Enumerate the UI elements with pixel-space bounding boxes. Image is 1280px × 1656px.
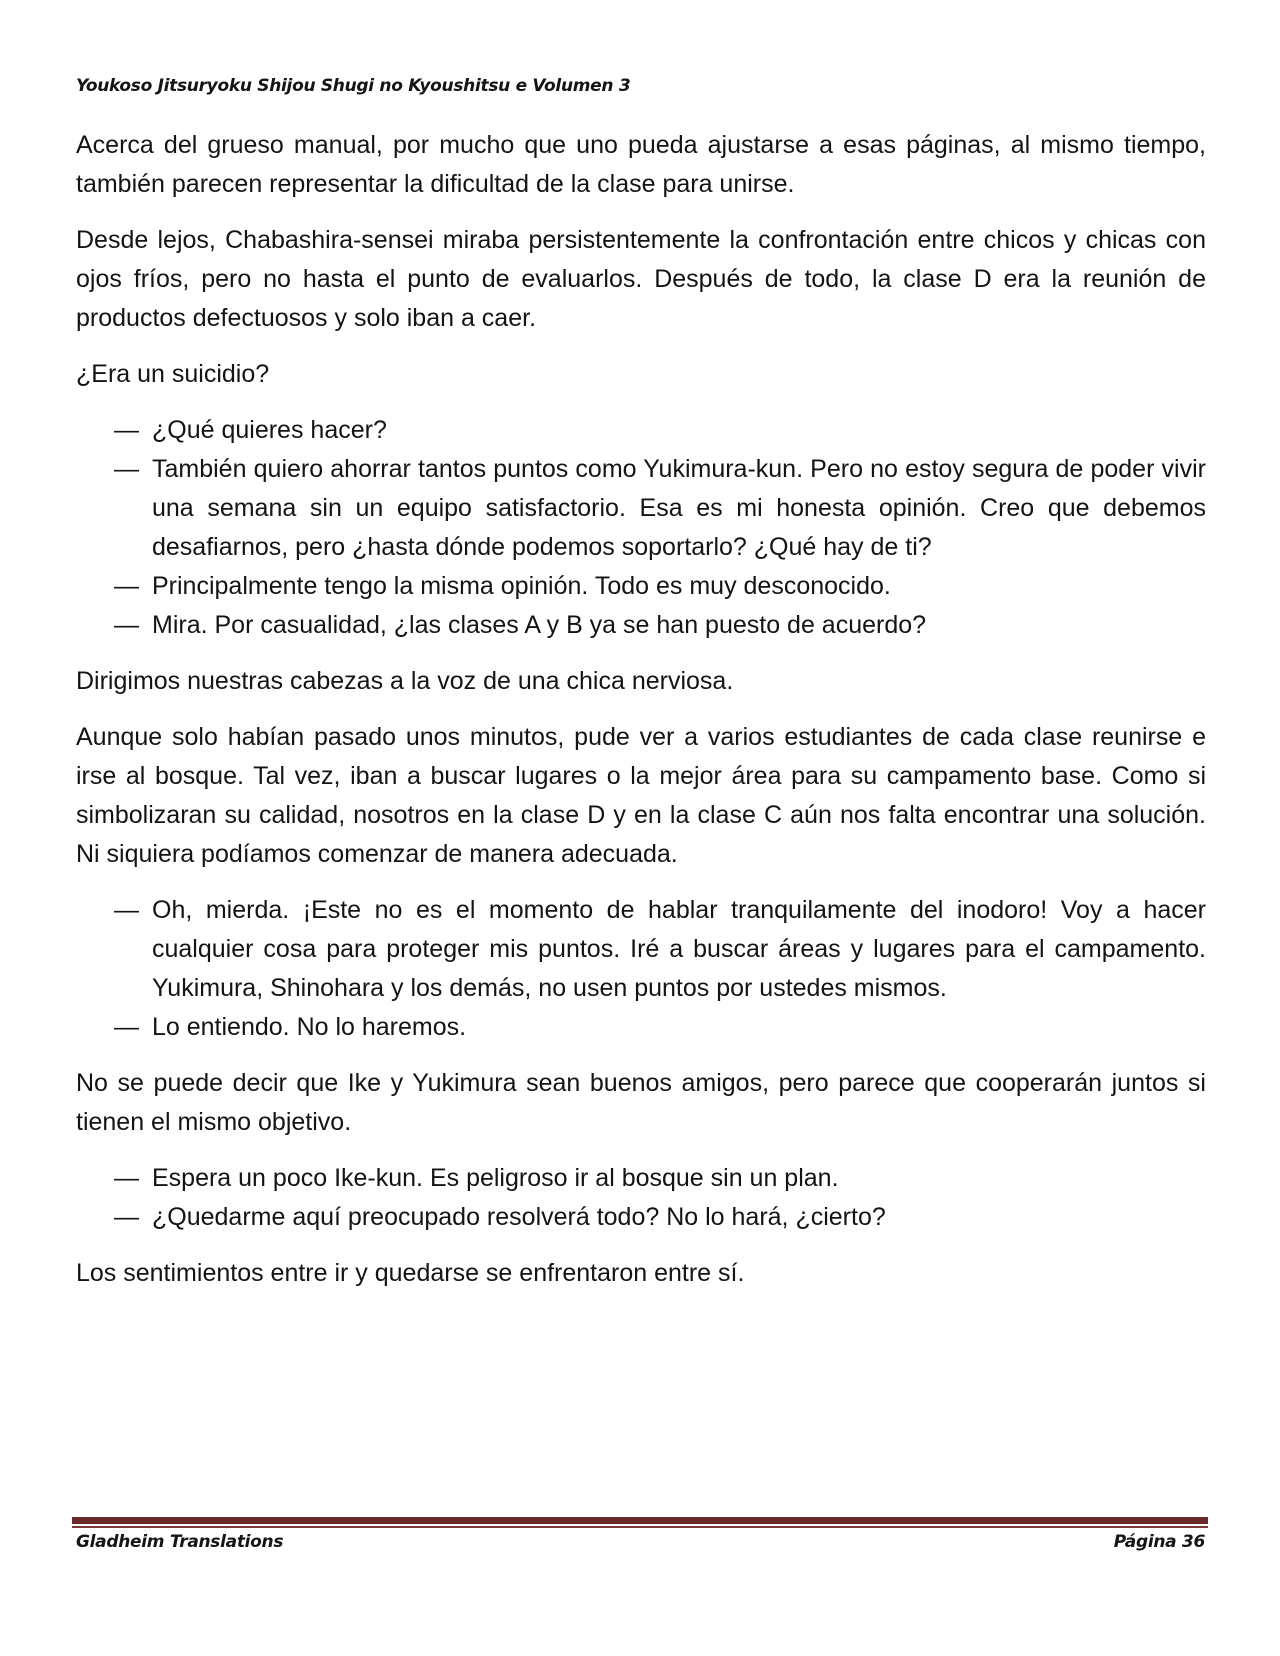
dialogue-line	[76, 1159, 1206, 1198]
dialogue-line	[76, 606, 1206, 645]
dialogue-text: ¿Quedarme aquí preocupado resolverá todo? No lo hará, ¿cierto?	[152, 1203, 886, 1231]
dialogue-text: ¿Qué quieres hacer?	[152, 416, 387, 444]
paragraph: Desde lejos, Chabashira-sensei miraba persistentemente la confrontación entre chicos y chicas con ojos fríos, pero no hasta el punto de evaluarlos. Después de todo, la clase D era la reunión de productos defectuosos y solo iban a caer.	[76, 226, 1206, 332]
dialogue-line	[76, 567, 1206, 606]
em-dash: —	[114, 455, 139, 483]
dialogue-text: Principalmente tengo la misma opinión. Todo es muy desconocido.	[152, 572, 891, 600]
page-body	[76, 126, 1206, 1310]
footer-translator-credit: Gladheim Translations	[76, 1532, 284, 1552]
em-dash: —	[114, 1013, 139, 1041]
dialogue-text: Oh, mierda. ¡Este no es el momento de hablar tranquilamente del inodoro! Voy a hacer cualquier cosa para proteger mis puntos. Iré a buscar áreas y lugares para el campamento. Yukimura, Shinohara y los demás, no usen puntos por ustedes mismos.	[152, 896, 1206, 1002]
dialogue-line	[76, 1198, 1206, 1237]
dialogue-text: Espera un poco Ike-kun. Es peligroso ir al bosque sin un plan.	[152, 1164, 839, 1192]
paragraph: Acerca del grueso manual, por mucho que uno pueda ajustarse a esas páginas, al mismo tiempo, también parecen representar la dificultad de la clase para unirse.	[76, 131, 1206, 198]
dialogue-text: Lo entiendo. No lo haremos.	[152, 1013, 467, 1041]
footer-page-number: Página 36	[1113, 1532, 1205, 1552]
dialogue-line	[76, 450, 1206, 567]
running-header: Youkoso Jitsuryoku Shijou Shugi no Kyoushitsu e Volumen 3	[76, 76, 631, 96]
paragraph: ¿Era un suicidio?	[76, 360, 270, 388]
footer-divider-thick	[72, 1517, 1208, 1524]
dialogue-block	[76, 891, 1206, 1047]
em-dash: —	[114, 416, 139, 444]
em-dash: —	[114, 611, 139, 639]
dialogue-line	[76, 891, 1206, 1008]
footer-divider-thin	[72, 1526, 1208, 1528]
dialogue-text: También quiero ahorrar tantos puntos como Yukimura-kun. Pero no estoy segura de poder vivir una semana sin un equipo satisfactorio. Esa es mi honesta opinión. Creo que debemos desafiarnos, pero ¿hasta dónde podemos soportarlo? ¿Qué hay de ti?	[152, 455, 1206, 561]
dialogue-block	[76, 411, 1206, 645]
dialogue-block	[76, 1159, 1206, 1237]
paragraph: Aunque solo habían pasado unos minutos, pude ver a varios estudiantes de cada clase reunirse e irse al bosque. Tal vez, iban a buscar lugares o la mejor área para su campamento base. Como si simbolizaran su calidad, nosotros en la clase D y en la clase C aún nos falta encontrar una solución. Ni siquiera podíamos comenzar de manera adecuada.	[76, 723, 1206, 868]
paragraph: Dirigimos nuestras cabezas a la voz de una chica nerviosa.	[76, 667, 734, 695]
em-dash: —	[114, 572, 139, 600]
dialogue-line	[76, 411, 1206, 450]
em-dash: —	[114, 1164, 139, 1192]
dialogue-text: Mira. Por casualidad, ¿las clases A y B ya se han puesto de acuerdo?	[152, 611, 927, 639]
paragraph: Los sentimientos entre ir y quedarse se enfrentaron entre sí.	[76, 1259, 745, 1287]
footer-divider	[72, 1517, 1208, 1528]
em-dash: —	[114, 896, 139, 924]
em-dash: —	[114, 1203, 139, 1231]
paragraph: No se puede decir que Ike y Yukimura sean buenos amigos, pero parece que cooperarán juntos si tienen el mismo objetivo.	[76, 1069, 1206, 1136]
dialogue-line	[76, 1008, 1206, 1047]
